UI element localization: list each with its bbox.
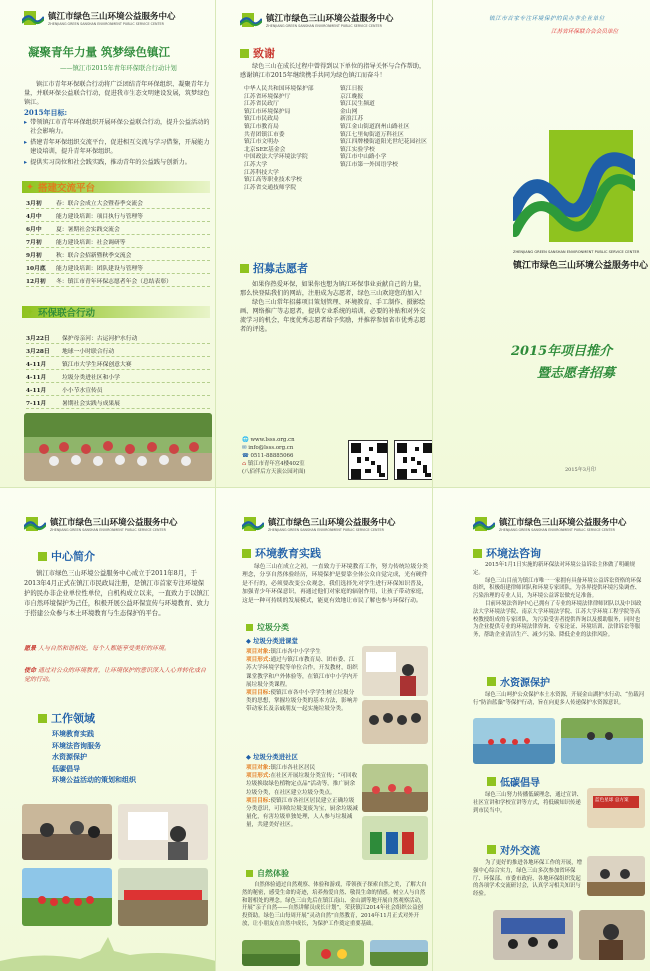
nature-paragraph: 自然体验通过自然观察、体验和游戏，带领孩子探索自然之美，了解大自然的秘密，感受生命的奇迹，培养热爱自然、敬畏生命的情感。树立人与自然和谐相处的理念。绿色三山先后在镇江南山、金山湖等地开展自然观察活动，开展“亲子自然——自然讲解员成长计划”，荣获镇江2014年社会组织公益创投资助。绿色三山每周开展“灵动自然”自然教育，2014年11月正式对外开放，让小朋友在自然中成长，为保护工作奠定重要基础。 bbox=[242, 882, 427, 927]
photo-exchange-3 bbox=[579, 910, 645, 960]
panel-legal bbox=[433, 487, 650, 971]
nature-heading bbox=[246, 868, 289, 879]
schedule-month: 3月28日 bbox=[26, 348, 50, 355]
photo-meeting bbox=[22, 804, 112, 860]
logo-name-cn: 镇江市绿色三山环境公益服务中心 bbox=[499, 518, 627, 528]
thanks-intro bbox=[240, 62, 426, 80]
qr-code-wechat bbox=[394, 440, 433, 480]
section-square-icon bbox=[240, 49, 249, 58]
item-value: 通过与镇江市教育局、团市委、江苏大学环境学院等单位合作，开发教材，组织课堂教学和户外体验等，在镇江市中小学内开展垃圾分类课程。 bbox=[246, 657, 358, 688]
item-key: 项目目标: bbox=[246, 690, 271, 697]
schedule-month: 7月初 bbox=[26, 239, 42, 246]
lowcarbon-text bbox=[473, 792, 583, 815]
bullet-arrow-icon: ▸ bbox=[24, 119, 28, 126]
contact-address-text: 镇江市青年宫4楼402室 bbox=[247, 461, 305, 467]
volunteer-heading bbox=[240, 260, 308, 276]
school-items bbox=[246, 648, 358, 714]
garbage-heading-text: 垃圾分类 bbox=[257, 623, 289, 632]
logo-name-cn: 镇江市绿色三山环境公益服务中心 bbox=[50, 518, 178, 528]
schedule-text: 秋：联合会招新暨秋季交流会 bbox=[56, 252, 132, 259]
org-logo bbox=[22, 10, 176, 26]
schedule-row bbox=[26, 370, 210, 383]
platform-schedule bbox=[26, 196, 210, 287]
logo-name-en: ZHENJIANG GREEN SANSHAN ENVIRONMENT PUBLIC SERVICE CENTER bbox=[50, 528, 166, 532]
schedule-month: 3月22日 bbox=[26, 335, 50, 342]
sparkle-icon: ✦ bbox=[26, 306, 34, 318]
group-photo bbox=[24, 413, 212, 481]
cover-name-en: ZHENJIANG GREEN SANSHAN ENVIRONMENT PUBLIC SERVICE CENTER bbox=[513, 250, 640, 254]
vision-text: 人与自然和谐相处，每个人都能享受美好的环境。 bbox=[37, 645, 170, 652]
photo-nature-2 bbox=[306, 940, 364, 966]
logo-name-en: ZHENJIANG GREEN SANSHAN ENVIRONMENT PUBLIC SERVICE CENTER bbox=[268, 528, 384, 532]
sponsors-right-list bbox=[340, 86, 433, 170]
section-square-icon bbox=[246, 624, 253, 631]
panel-thanks bbox=[216, 0, 433, 487]
item-value: 使镇江市各中小学学生树立垃圾分类的思想，掌握垃圾分类的基本方法，影响并带动家长及亲戚朋友一起实施垃圾分类。 bbox=[246, 690, 358, 713]
law-heading-text: 环境法咨询 bbox=[486, 547, 541, 560]
law-paragraph: 目前环境法咨询中心已拥有了专业的环境法律律师团队以及中国政法大学环境法学院、南京大学环境法学院、江苏大学环境工程学院等高校教授组成的专家团队，为污染受害者提供咨询以及援助服务，同时也为企业提供专业的环境法律咨询、专家论证、环境培训、法律诉讼等服务，帮助企业清洁生产、减少污染、降低企业的法律风险。 bbox=[473, 600, 642, 639]
schedule-text: 能力建设培训：团队建设与管理等 bbox=[56, 265, 143, 272]
cover-name-cn: 镇江市绿色三山环境公益服务中心 bbox=[513, 261, 649, 271]
intro-text bbox=[24, 568, 210, 618]
sponsor-item: 新浪江苏 bbox=[340, 116, 364, 123]
sponsor-item: 中国政法大学环境法学院 bbox=[244, 154, 308, 161]
schedule-text: 小小节水宣传员 bbox=[62, 387, 103, 394]
globe-icon: 🌐 bbox=[242, 437, 249, 443]
area-item: 环境公益活动的策划和组织 bbox=[52, 775, 136, 784]
education-heading-text: 环境教育实践 bbox=[255, 547, 321, 560]
contact-web-text: www.lsss.org.cn bbox=[250, 437, 295, 443]
logo-mark-icon bbox=[473, 517, 495, 531]
sponsor-item: 镇江市中山路小学 bbox=[340, 154, 387, 161]
school-item bbox=[246, 648, 358, 656]
schedule-row bbox=[26, 235, 210, 248]
sponsor-item: 镇江高等职业技术学校 bbox=[244, 177, 302, 184]
photo-banner-group bbox=[118, 868, 208, 926]
sponsor-item: 镇江市民政局 bbox=[244, 116, 279, 123]
photo-classroom bbox=[362, 646, 428, 696]
sponsor-item: 镇江市第一外国语学校 bbox=[340, 161, 398, 168]
school-item bbox=[246, 656, 358, 689]
nature-text bbox=[242, 882, 428, 929]
logo-mark-icon bbox=[242, 517, 264, 531]
mission-text: 通过对公众的环境教育，让环境保护的意识深入人心并转化成自觉的行动。 bbox=[24, 667, 206, 683]
sponsor-item: 江苏科技大学 bbox=[244, 169, 279, 176]
lowcarbon-heading bbox=[487, 774, 540, 789]
water-paragraph: 绿色三山呵护公众保护本土水资源，开展金山湖护水行动、“鱼载河行”防治蓝藻”等保护行动，旨在向更多人传递保护水资源意识。 bbox=[473, 692, 645, 706]
photo-outdoor bbox=[22, 868, 112, 926]
volunteer-heading-text: 招募志愿者 bbox=[253, 262, 308, 275]
community-heading-text: 垃圾分类进社区 bbox=[253, 753, 298, 761]
goals-list bbox=[24, 118, 210, 167]
schedule-row bbox=[26, 248, 210, 261]
sponsor-item: 镇江七里甸街道万科社区 bbox=[340, 131, 404, 138]
sponsor-item: 镇江市教育局 bbox=[244, 123, 279, 130]
logo-mark-icon bbox=[24, 517, 46, 531]
schedule-month: 4-11月 bbox=[26, 361, 47, 368]
nature-heading-text: 自然体验 bbox=[257, 869, 289, 878]
sponsor-item: 中华人民共和国环境保护部 bbox=[244, 86, 314, 92]
goal-text: 搭建青年环保组织交流平台，促进相互交流与学习借鉴，开展能力建设培训，提升青年环保组织。 bbox=[30, 139, 210, 155]
panel-youth-plan bbox=[0, 0, 216, 487]
logo-name-cn: 镇江市绿色三山环境公益服务中心 bbox=[48, 12, 176, 22]
mail-icon: ✉ bbox=[242, 445, 247, 451]
schedule-row bbox=[26, 344, 210, 357]
contact-block bbox=[242, 436, 306, 476]
water-heading bbox=[487, 674, 550, 689]
schedule-text: 冬：镇江市青年环保志愿者年会（总结表彰） bbox=[56, 278, 172, 285]
schedule-row bbox=[26, 383, 210, 396]
school-item bbox=[246, 689, 358, 714]
contact-address-note: (八佰伴后方天演公园对面) bbox=[242, 469, 306, 475]
phone-icon: ☎ bbox=[242, 453, 249, 459]
bullet-arrow-icon: ▸ bbox=[24, 139, 28, 146]
photo-river-cleanup bbox=[561, 718, 643, 764]
schedule-month: 9月初 bbox=[26, 252, 42, 259]
item-key: 项目形式: bbox=[246, 657, 271, 664]
intro-paragraph: 镇江市绿色三山环境公益服务中心成立于2011年8月，于2013年4月正式在镇江市民政局注册，是镇江市首家专注环境保护的民办非企业单位性单位，自机构成立以来，一直致力于以镇江市自然环境保护为己任，积极开展公益环保宣传与环境教育、致力于搭建公众参与本土环境教育与生态保护的平台。 bbox=[24, 569, 210, 617]
law-paragraph: 2015年1月1日实施的新环保法对环境公益诉讼主体做了明确规定。 bbox=[473, 562, 635, 576]
schedule-row bbox=[26, 261, 210, 274]
volunteer-paragraph: 如果你热爱环保，如果你也想为镇江环保事业贡献自己的力量，那么快登陆我们的网站，注册成为志愿者，绿色三山欢迎您的加入！ bbox=[240, 281, 426, 297]
exchange-heading-text: 对外交流 bbox=[500, 846, 540, 857]
sponsor-item: 镇江市环境保护局 bbox=[244, 108, 291, 115]
goals-heading: 2015年目标: bbox=[24, 108, 68, 117]
photo-lowcarbon bbox=[587, 788, 645, 828]
youth-plan-subtitle: ——镇江市2015年青年环保联合行动计划 bbox=[60, 65, 177, 72]
schedule-row bbox=[26, 209, 210, 222]
sponsor-item: 镇江四牌楼街道阳光世纪花园社区 bbox=[340, 139, 427, 146]
item-key: 项目对象: bbox=[246, 765, 271, 771]
photo-nature-3 bbox=[370, 940, 428, 966]
schedule-text: 能力建设培训：项目执行与管理等 bbox=[56, 213, 143, 220]
item-value: 使镇江市各社区居民建立正确垃圾分类意识，可回收垃圾变废为宝，厨余垃圾减量化，有害垃圾单独处理，人人参与垃圾减量，共建美好社区。 bbox=[246, 797, 358, 829]
panel-about bbox=[0, 487, 216, 971]
sponsor-item: 江苏省交通技师学院 bbox=[244, 184, 297, 191]
cover-membership: 江苏省环保联合会会员单位 bbox=[551, 29, 619, 35]
cover-tagline: 镇江市首家专注环境保护的民办非企业单位 bbox=[489, 16, 605, 22]
sponsor-item: 共青团镇江市委 bbox=[244, 131, 285, 138]
education-intro bbox=[242, 563, 428, 605]
vision-label: 愿景 bbox=[24, 645, 37, 652]
photo-exchange-2 bbox=[493, 910, 573, 960]
panel-education bbox=[216, 487, 433, 971]
community-item bbox=[246, 772, 358, 797]
photo-lake bbox=[473, 718, 555, 764]
section-square-icon bbox=[487, 845, 496, 854]
sponsor-item: 镇江实验学校 bbox=[340, 146, 375, 153]
goal-item bbox=[24, 138, 210, 156]
education-intro-text: 绿色三山在成立之初，一直致力于环境教育工作，努力传统垃圾分类理念，分享自然体验经历，环境保护是要靠全体公众自觉完成，光有硬件是不行的，必须要改变公众观念，我们选择先对学生进行环保知识普及，加强青少年环保意识，再通过他们对家庭的辐射作用，让孩子带动家庭，这是一种可持续的发展模式，能更有效地让市民了解也参与环保行动。 bbox=[242, 564, 428, 604]
contact-phone-text: 0511-88885066 bbox=[250, 453, 294, 459]
schedule-month: 12月初 bbox=[26, 278, 46, 285]
schedule-text: 夏：暑期社会实践交流会 bbox=[56, 226, 120, 233]
community-item bbox=[246, 797, 358, 830]
org-logo bbox=[473, 516, 627, 532]
areas-heading bbox=[38, 710, 95, 726]
law-text bbox=[473, 562, 645, 640]
sponsors-left-list bbox=[244, 86, 344, 192]
action-schedule bbox=[26, 331, 210, 409]
bullet-arrow-icon: ▸ bbox=[24, 159, 28, 166]
qr-code-weibo bbox=[348, 440, 388, 480]
water-text bbox=[473, 692, 645, 708]
vision-block bbox=[24, 644, 210, 653]
thanks-heading bbox=[240, 45, 275, 61]
school-heading: ◆ 垃圾分类进课堂 bbox=[246, 637, 298, 645]
photo-sorting bbox=[362, 816, 428, 860]
schedule-month: 10月底 bbox=[26, 265, 46, 272]
org-logo bbox=[240, 12, 394, 28]
item-key: 项目目标: bbox=[246, 797, 271, 804]
photo-banner-text: 蓝色星球 总方案 bbox=[595, 798, 629, 803]
schedule-text: 垃圾分类进社区和小学 bbox=[62, 374, 120, 381]
sponsor-item: 镇江民生频道 bbox=[340, 101, 375, 108]
schedule-month: 4月中 bbox=[26, 213, 42, 220]
area-item: 环境法咨询服务 bbox=[52, 740, 101, 750]
lowcarbon-heading-text: 低碳倡导 bbox=[500, 778, 540, 789]
cover-logo-mark bbox=[513, 128, 635, 246]
schedule-row bbox=[26, 331, 210, 344]
schedule-row bbox=[26, 396, 210, 409]
logo-name-cn: 镇江市绿色三山环境公益服务中心 bbox=[266, 14, 394, 24]
intro-heading bbox=[38, 548, 95, 564]
logo-mark-icon bbox=[240, 13, 262, 27]
intro-heading-text: 中心简介 bbox=[51, 550, 95, 563]
schedule-month: 4-11月 bbox=[26, 374, 47, 381]
garbage-heading bbox=[246, 622, 289, 633]
education-heading bbox=[242, 545, 321, 561]
section-square-icon bbox=[242, 549, 251, 558]
schedule-row bbox=[26, 357, 210, 370]
sponsor-item: 北京SEE基金会 bbox=[244, 146, 286, 153]
schedule-row bbox=[26, 222, 210, 235]
logo-mark-icon bbox=[22, 11, 44, 25]
goal-text: 带领镇江市青年环保组织开展环保公益联合行动，提升公益活动的社会影响力。 bbox=[30, 119, 210, 135]
goal-item bbox=[24, 118, 210, 136]
schedule-month: 7-11月 bbox=[26, 400, 47, 407]
schedule-month: 3月初 bbox=[26, 200, 42, 207]
logo-name-en: ZHENJIANG GREEN SANSHAN ENVIRONMENT PUBLIC SERVICE CENTER bbox=[266, 24, 382, 28]
community-item bbox=[246, 764, 358, 772]
mission-block bbox=[24, 666, 210, 684]
city-skyline-illustration bbox=[0, 931, 216, 971]
sponsor-item: 镇江市文明办 bbox=[244, 139, 279, 146]
schedule-month: 4-11月 bbox=[26, 387, 47, 394]
photo-community bbox=[362, 764, 428, 812]
section-square-icon bbox=[240, 264, 249, 273]
section-square-icon bbox=[487, 677, 496, 686]
youth-plan-intro bbox=[24, 80, 210, 107]
org-logo bbox=[242, 516, 396, 532]
lowcarbon-paragraph: 绿色三山努力传播低碳理念，通过宣讲、社区宣讲和学校宣讲等方式，将低碳知识传递到市民当中。 bbox=[473, 792, 583, 814]
goal-item bbox=[24, 158, 210, 167]
schedule-text: 能力建设培训：社会调研等 bbox=[56, 239, 126, 246]
contact-phone bbox=[242, 452, 306, 460]
logo-name-en: ZHENJIANG GREEN SANSHAN ENVIRONMENT PUBLIC SERVICE CENTER bbox=[48, 22, 164, 26]
org-logo bbox=[24, 516, 178, 532]
photo-nature-1 bbox=[242, 940, 300, 966]
law-heading bbox=[473, 545, 541, 561]
sponsor-item: 镇江日报 bbox=[340, 86, 364, 92]
section-square-icon bbox=[38, 714, 47, 723]
goal-text: 提供实习岗位和社会践实践，推动青年的公益践与创新力。 bbox=[30, 159, 191, 166]
schedule-text: 暑期社会实践与成果展 bbox=[62, 400, 120, 407]
sparkle-icon: ✦ bbox=[26, 181, 34, 193]
platform-heading-text: 搭建交流平台 bbox=[37, 183, 95, 194]
youth-plan-title: 凝聚青年力量 筑梦绿色镇江 bbox=[28, 45, 171, 59]
location-icon: ⌂ bbox=[242, 461, 247, 467]
sponsor-item: 京江晚报 bbox=[340, 93, 364, 100]
item-key: 项目对象: bbox=[246, 649, 271, 655]
sponsor-item: 江苏省民政厅 bbox=[244, 101, 279, 108]
action-heading-text: 环保联合行动 bbox=[37, 308, 95, 319]
sponsor-item: 江苏大学 bbox=[244, 161, 268, 168]
contact-address bbox=[242, 460, 306, 468]
section-square-icon bbox=[487, 777, 496, 786]
exchange-paragraph: 为了更好的推进各地环保工作的开展，增强中心综合实力，绿色三山多次参加省环保厅、环保部、市委市政府、各地环保组织发起的各项学术交流研讨会，认真学习相关知识与经验。 bbox=[473, 860, 583, 898]
water-heading-text: 水资源保护 bbox=[500, 678, 550, 689]
area-item: 低碳倡导 bbox=[52, 763, 80, 773]
photo-exchange-1 bbox=[587, 856, 645, 896]
mission-label: 使命 bbox=[24, 667, 37, 674]
logo-name-en: ZHENJIANG GREEN SANSHAN ENVIRONMENT PUBLIC SERVICE CENTER bbox=[499, 528, 615, 532]
photo-presentation bbox=[118, 804, 208, 860]
logo-name-cn: 镇江市绿色三山环境公益服务中心 bbox=[268, 518, 396, 528]
item-value: 在社区开展垃圾分类宣传；“可回收垃圾换取绿色植物定点品”活动等，推广厨余垃圾分类，在社区建立垃圾分类点。 bbox=[246, 773, 358, 796]
item-key: 项目形式: bbox=[246, 773, 271, 780]
photo-students bbox=[362, 700, 428, 744]
item-value: 镇江市各社区居民 bbox=[270, 765, 316, 771]
area-item: 环境教育实践 bbox=[52, 729, 94, 738]
contact-email[interactable] bbox=[242, 444, 306, 452]
volunteer-paragraph: 绿色三山常年招募项目策划管理、环境教育、手工制作、摄影绘画、网络推广等志愿者，提供专业系统的培训，必要的补贴和对外交流学习的机会，年度优秀志愿者给予奖励，并推荐参加省市优秀志愿者的评选。 bbox=[240, 299, 426, 333]
volunteer-text bbox=[240, 280, 426, 334]
law-paragraph: 绿色三山目前为镇江市唯一一家拥有具备环境公益诉讼资格的环保组织，积极组建律师团队和环境专家团队，为各界提供环境污染调查、污染治理的专业人员，为环境公益诉讼做充足准备。 bbox=[473, 577, 642, 600]
section-square-icon bbox=[38, 552, 47, 561]
sponsor-item: 金山网 bbox=[340, 108, 358, 115]
contact-email-text: info@lsss.org.cn bbox=[248, 445, 294, 451]
cover-slogan-2: 暨志愿者招募 bbox=[537, 366, 616, 381]
thanks-heading-text: 致谢 bbox=[253, 47, 275, 60]
schedule-text: 保护母亲河：古运河护水行动 bbox=[62, 335, 138, 342]
youth-plan-intro-text: 镇江市青年环保联合行动将广泛团结青年环保组织、凝聚青年力量，并联环保公益联合行动，促进我市生态文明建设发展，筑梦绿色镇江。 bbox=[24, 81, 210, 106]
cover-print-date: 2015年3月印 bbox=[565, 467, 596, 473]
action-heading bbox=[26, 305, 95, 319]
section-square-icon bbox=[473, 549, 482, 558]
thanks-intro-text: 绿色三山在成长过程中曾得到以下单位的指导关怀与合作帮助，感谢镇江市2015年继续携手共同为绿色镇江而奋斗！ bbox=[240, 63, 426, 79]
schedule-month: 6月中 bbox=[26, 226, 42, 233]
community-heading: ◆ 垃圾分类进社区 bbox=[246, 753, 298, 761]
platform-heading bbox=[26, 180, 95, 194]
area-item: 水资源保护 bbox=[52, 752, 87, 761]
schedule-text: 地球一小时联合行动 bbox=[62, 348, 115, 355]
schedule-text: 镇江市大学生环保创意大赛 bbox=[62, 361, 132, 368]
community-items bbox=[246, 764, 358, 830]
sponsor-item: 镇江金山街道润州山路社区 bbox=[340, 123, 410, 130]
cover-slogan-1: 2015年项目推介 bbox=[511, 344, 613, 359]
item-value: 镇江市各中小学学生 bbox=[270, 649, 321, 655]
school-heading-text: 垃圾分类进课堂 bbox=[253, 637, 298, 645]
panel-cover bbox=[433, 0, 650, 487]
areas-heading-text: 工作领域 bbox=[51, 712, 95, 725]
schedule-row bbox=[26, 196, 210, 209]
contact-web[interactable] bbox=[242, 436, 306, 444]
schedule-text: 春：联合会成立大会暨春季交流会 bbox=[56, 200, 143, 207]
exchange-text bbox=[473, 860, 583, 899]
schedule-row bbox=[26, 274, 210, 287]
section-square-icon bbox=[246, 870, 253, 877]
exchange-heading bbox=[487, 842, 540, 857]
sponsor-item: 江苏省环境保护厅 bbox=[244, 93, 291, 100]
areas-list bbox=[52, 728, 136, 786]
